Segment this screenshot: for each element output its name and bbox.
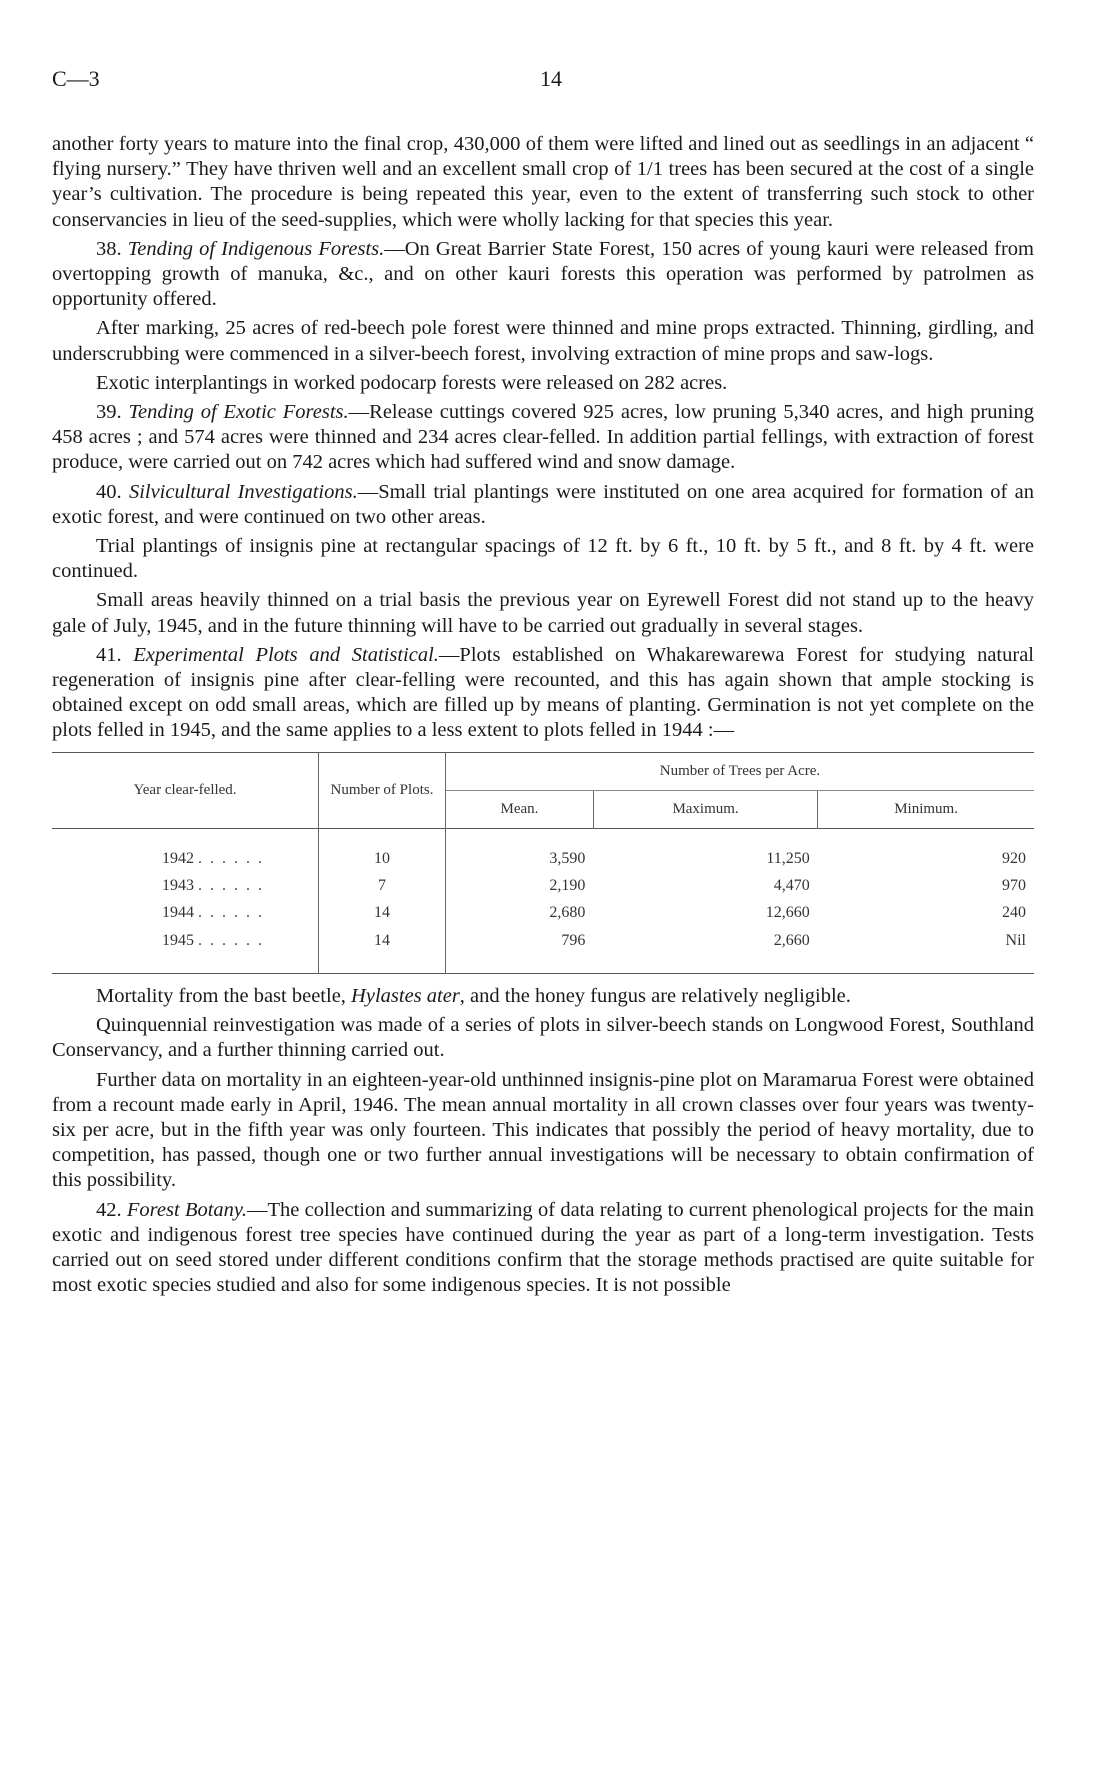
column-header-mean: Mean. [500,800,539,817]
section-number: 39. [96,401,122,424]
table-row [52,872,1034,899]
section-39 [52,400,1034,476]
section-title: Silvicultural Investigations. [128,480,358,503]
document-reference: C—3 [52,66,100,91]
minimum-cell: 240 [1002,904,1026,922]
maximum-cell: 12,660 [765,904,810,922]
section-text: —The collection and summarizing of data relating to current phenological projects for the main exotic and indigenous forest tree species have continued during the year as part of a long-term investigation. Tests carried out on seed stored under different conditions confirm that the storage methods practised are quite suitable for most exotic species studied and also for some indigenous species. It is not possible [52,1198,1035,1297]
paragraph: Mortality from the bast beetle, Hylastes ater, and the honey fungus are relatively negligible. [96,984,851,1007]
regeneration-table [52,752,1034,974]
year-cell: 1943 [162,877,194,895]
paragraph: Quinquennial reinvestigation was made of a series of plots in silver-beech stands on Longwood Forest, Southland Conservancy, and a further thinning carried out. [52,1014,1034,1062]
year-cell: 1945 [162,931,194,949]
plots-cell: 14 [319,899,446,926]
species-name: Hylastes ater [351,984,460,1007]
leader-dots: . . . . . . [198,904,264,922]
maximum-cell: 4,470 [773,877,810,895]
section-title: Experimental Plots and Statistical. [133,643,439,666]
page-number: 14 [540,66,562,91]
paragraph: Trial plantings of insignis pine at rectangular spacings of 12 ft. by 6 ft., 10 ft. by 5 ft., and 8 ft. by 4 ft. were continued. [52,535,1034,583]
plots-cell: 14 [319,927,446,974]
section-title: Forest Botany. [126,1198,248,1221]
page-header [52,66,1062,96]
section-text: —Plots established on Whakarewarewa Forest for studying natural regeneration of insignis pine after clear-felling were recounted, and this has again shown that ample stocking is obtained except on odd small areas, which are filled up by means of planting. Germination is not yet complete on the plots felled in 1945, and the same applies to a less extent to plots felled in 1944 :— [52,643,1034,742]
column-header-plots: Number of Plots. [319,752,446,828]
column-header-minimum: Minimum. [818,790,1034,828]
leader-dots: . . . . . . [198,877,264,895]
table-row [52,927,1034,974]
paragraph: Exotic interplantings in worked podocarp forests were released on 282 acres. [96,371,728,394]
table-row [52,845,1034,872]
maximum-cell: 11,250 [766,850,810,868]
section-title: Tending of Indigenous Forests. [127,237,385,260]
year-cell: 1942 [162,850,194,868]
minimum-cell: 920 [1002,850,1026,868]
year-cell: 1944 [162,904,194,922]
paragraph: Small areas heavily thinned on a trial basis the previous year on Eyrewell Forest did not stand up to the heavy gale of July, 1945, and in the future thinning will have to be carried out gradually in several stages. [52,589,1034,637]
section-number: 38. [96,237,122,260]
section-title: Tending of Exotic Forests. [128,401,349,424]
leader-dots: . . . . . . [198,931,264,949]
table-row [52,899,1034,926]
section-text: —Release cuttings covered 925 acres, low pruning 5,340 acres, and high pruning 458 acres ; and 574 acres were thinned and 234 acres clear-felled. In addition partial fellings, with extraction of forest produce, were carried out on 742 acres which had suffered wind and snow damage. [52,401,1034,474]
page-body [52,132,1034,1302]
mean-cell: 3,590 [549,850,586,868]
column-header-maximum: Maximum. [593,790,817,828]
section-number: 42. [96,1198,122,1221]
section-42 [52,1198,1034,1299]
maximum-cell: 2,660 [773,931,810,949]
minimum-cell: 970 [1002,877,1026,895]
section-41 [52,643,1034,744]
column-header-year: Year clear-felled. [133,781,237,798]
leader-dots: . . . . . . [198,850,264,868]
paragraph: Further data on mortality in an eighteen-year-old unthinned insignis-pine plot on Maramarua Forest were obtained from a recount made early in April, 1946. The mean annual mortality in all crown classes over four years was twenty-six per acre, but in the fifth year was only fourteen. This indicates that possibly the period of heavy mortality, due to competition, has passed, though one or two further annual investigations will be necessary to obtain confirmation of this possibility. [52,1068,1034,1192]
paragraph-continuation: another forty years to mature into the final crop, 430,000 of them were lifted and lined out as seedlings in an adjacent “ flying nursery.” They have thriven well and an excellent small crop of 1/1 trees has been secured at the cost of a single year’s cultivation. The procedure is being repeated this year, even to the extent of transferring such stock to other conservancies in lieu of the seed-supplies, which were wholly lacking for that species this year. [52,133,1034,231]
plots-cell: 10 [319,845,446,872]
paragraph: After marking, 25 acres of red-beech pole forest were thinned and mine props extracted. Thinning, girdling, and underscrubbing were commenced in a silver-beech forest, involving extraction of mine props and saw-logs. [52,317,1034,365]
section-text: —Small trial plantings were instituted on one area acquired for formation of an exotic forest, and were continued on two other areas. [52,480,1034,528]
section-text: —On Great Barrier State Forest, 150 acres of young kauri were released from overtopping growth of manuka, &c., and on other kauri forests this operation was performed by patrolmen as opportunity offered. [52,237,1034,311]
mean-cell: 796 [561,931,586,949]
section-40 [52,480,1034,530]
plots-cell: 7 [319,872,446,899]
minimum-cell: Nil [1005,931,1026,949]
section-number: 41. [96,643,122,666]
mean-cell: 2,190 [549,877,586,895]
section-38 [52,237,1034,313]
mean-cell: 2,680 [549,904,586,922]
column-group-trees-per-acre: Number of Trees per Acre. [446,752,1035,790]
section-number: 40. [96,480,122,503]
